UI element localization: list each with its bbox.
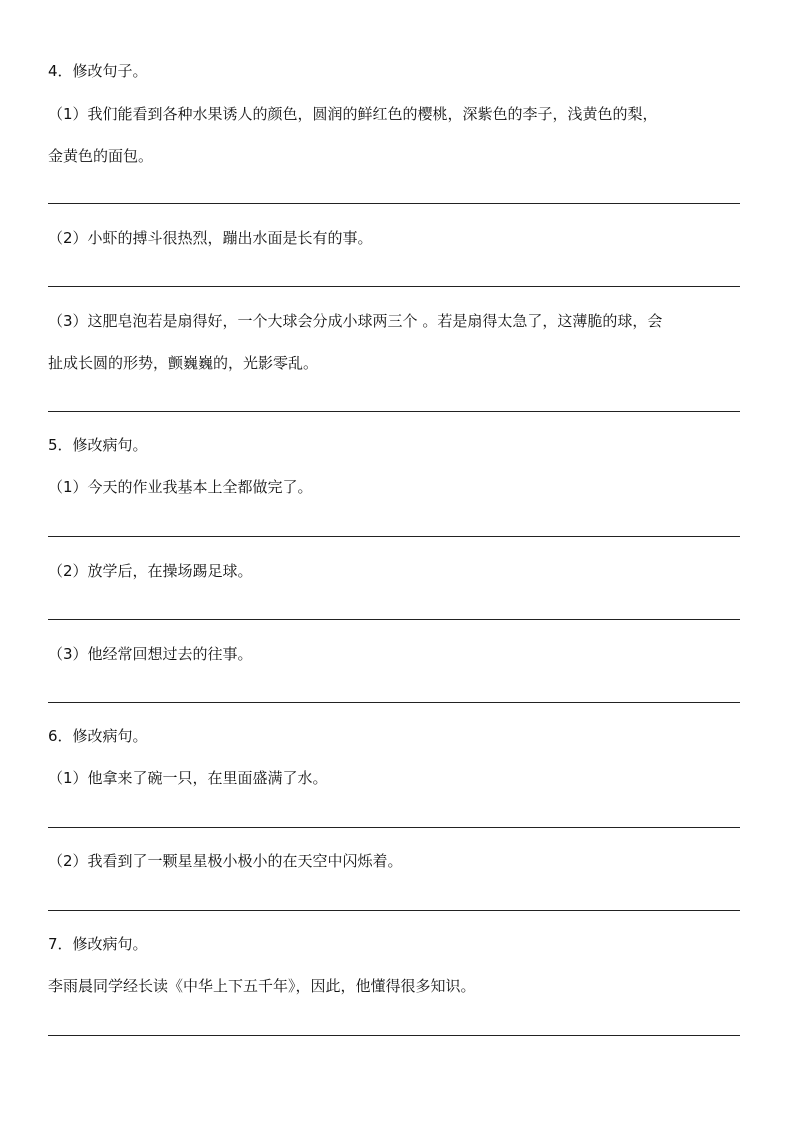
question-7-title: 7．修改病句。 bbox=[48, 935, 148, 953]
question-4-sentence-3-line-2: 扯成长圆的形势，颤巍巍的，光影零乱。 bbox=[48, 354, 319, 372]
question-6-sentence-2: （2）我看到了一颗星星极小极小的在天空中闪烁着。 bbox=[48, 852, 403, 870]
question-5-sentence-3: （3）他经常回想过去的往事。 bbox=[48, 645, 253, 663]
question-4-title: 4．修改句子。 bbox=[48, 62, 148, 80]
answer-line-5-2 bbox=[48, 619, 740, 620]
question-6-title: 6．修改病句。 bbox=[48, 727, 148, 745]
question-6-sentence-1: （1）他拿来了碗一只，在里面盛满了水。 bbox=[48, 769, 328, 787]
answer-line-7-1 bbox=[48, 1035, 740, 1036]
answer-line-4-1 bbox=[48, 203, 740, 204]
question-5-sentence-1: （1）今天的作业我基本上全都做完了。 bbox=[48, 478, 313, 496]
question-4-sentence-1-line-1: （1）我们能看到各种水果诱人的颜色，圆润的鲜红色的樱桃，深紫色的李子，浅黄色的梨， bbox=[48, 105, 658, 123]
answer-line-6-2 bbox=[48, 910, 740, 911]
question-5-sentence-2: （2）放学后，在操场踢足球。 bbox=[48, 562, 253, 580]
answer-line-5-1 bbox=[48, 536, 740, 537]
answer-line-6-1 bbox=[48, 827, 740, 828]
question-7-sentence-1: 李雨晨同学经长读《中华上下五千年》，因此，他懂得很多知识。 bbox=[48, 977, 476, 995]
question-4-sentence-2: （2）小虾的搏斗很热烈，蹦出水面是长有的事。 bbox=[48, 229, 373, 247]
answer-line-4-3 bbox=[48, 411, 740, 412]
answer-line-4-2 bbox=[48, 286, 740, 287]
question-4-sentence-1-line-2: 金黄色的面包。 bbox=[48, 147, 154, 165]
answer-line-5-3 bbox=[48, 702, 740, 703]
question-5-title: 5．修改病句。 bbox=[48, 436, 148, 454]
question-4-sentence-3-line-1: （3）这肥皂泡若是扇得好，一个大球会分成小球两三个 。若是扇得太急了，这薄脆的球，会 bbox=[48, 312, 663, 330]
